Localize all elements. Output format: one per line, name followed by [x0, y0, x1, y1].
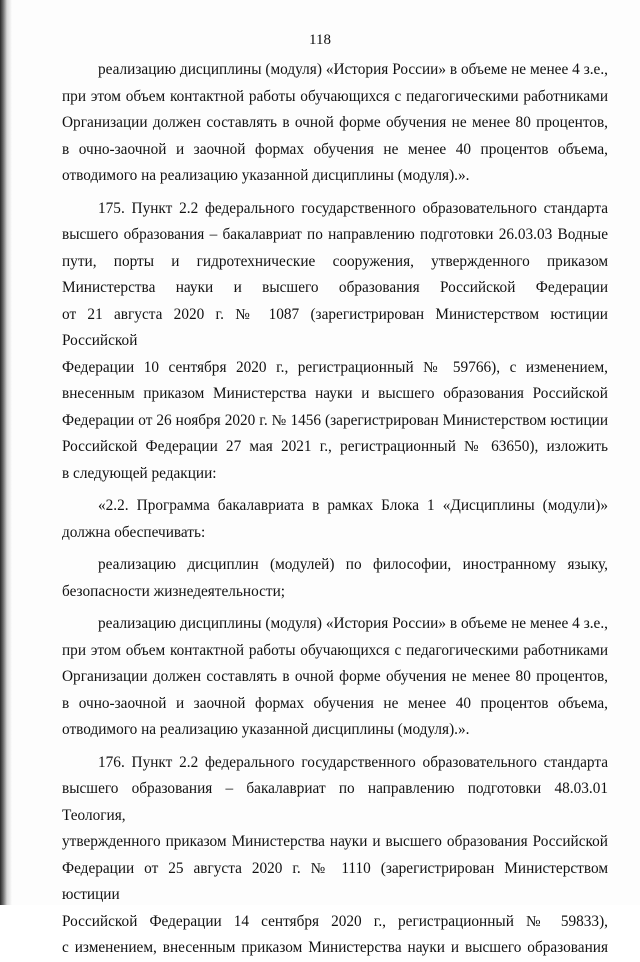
- text-line: отводимого на реализацию указанной дисциплины (модуля).».: [62, 721, 470, 738]
- text-line: должна обеспечивать:: [62, 523, 206, 541]
- text-line: в очно-заочной и заочной формах обучения не менее 40 процентов объема,: [62, 694, 608, 712]
- text-line: Российской Федерации 27 мая 2021 г., регистрационный № 63650), изложить: [62, 438, 608, 455]
- text-line: реализацию дисциплины (модуля) «История России» в объеме не менее 4 з.е.,: [98, 615, 608, 632]
- text-line: при этом объем контактной работы обучающихся с педагогическими работниками: [62, 87, 608, 105]
- text-line: 175. Пункт 2.2 федерального государственного образовательного стандарта: [98, 199, 608, 217]
- text-line: Министерства науки и высшего образования Российской Федерации: [62, 279, 608, 296]
- scan-edge-shadow: [0, 0, 12, 905]
- text-line: реализацию дисциплины (модуля) «История России» в объеме не менее 4 з.е.,: [98, 61, 608, 78]
- text-line: «2.2. Программа бакалавриата в рамках Блока 1 «Дисциплины (модули)»: [98, 497, 608, 514]
- text-line: высшего образования – бакалавриат по направлению подготовки 26.03.03 Водные: [62, 226, 608, 243]
- text-line: при этом объем контактной работы обучающихся с педагогическими работниками: [62, 641, 608, 659]
- text-line: Федерации от 25 августа 2020 г. № 1110 (зарегистрирован Министерством юстиции: [62, 859, 608, 903]
- document-body: [62, 57, 608, 962]
- text-line: Федерации 10 сентября 2020 г., регистрационный № 59766), с изменением,: [62, 358, 608, 376]
- text-line: Российской Федерации 14 сентября 2020 г., регистрационный № 59833),: [62, 912, 608, 930]
- text-line: с изменением, внесенным приказом Министерства науки и высшего образования: [62, 939, 608, 956]
- text-line: от 21 августа 2020 г. № 1087 (зарегистрирован Министерством юстиции Российской: [62, 305, 608, 349]
- text-line: пути, порты и гидротехнические сооружения, утвержденного приказом: [62, 252, 608, 270]
- text-line: отводимого на реализацию указанной дисциплины (модуля).».: [62, 167, 470, 184]
- text-line: в следующей редакции:: [62, 464, 217, 482]
- text-line: безопасности жизнедеятельности;: [62, 582, 286, 600]
- text-line: в очно-заочной и заочной формах обучения не менее 40 процентов объема,: [62, 140, 608, 158]
- page-number: 118: [309, 32, 331, 48]
- text-line: Федерации от 26 ноября 2020 г. № 1456 (зарегистрирован Министерством юстиции: [62, 411, 608, 429]
- text-line: утвержденного приказом Министерства науки и высшего образования Российской: [62, 833, 608, 850]
- text-line: 176. Пункт 2.2 федерального государственного образовательного стандарта: [98, 753, 608, 771]
- text-line: реализацию дисциплин (модулей) по философии, иностранному языку,: [98, 556, 608, 573]
- text-line: Организации должен составлять в очной форме обучения не менее 80 процентов,: [62, 668, 608, 685]
- text-line: внесенным приказом Министерства науки и высшего образования Российской: [62, 385, 608, 402]
- text-line: Организации должен составлять в очной форме обучения не менее 80 процентов,: [62, 114, 608, 131]
- text-line: высшего образования – бакалавриат по направлению подготовки 48.03.01 Теология,: [62, 780, 608, 824]
